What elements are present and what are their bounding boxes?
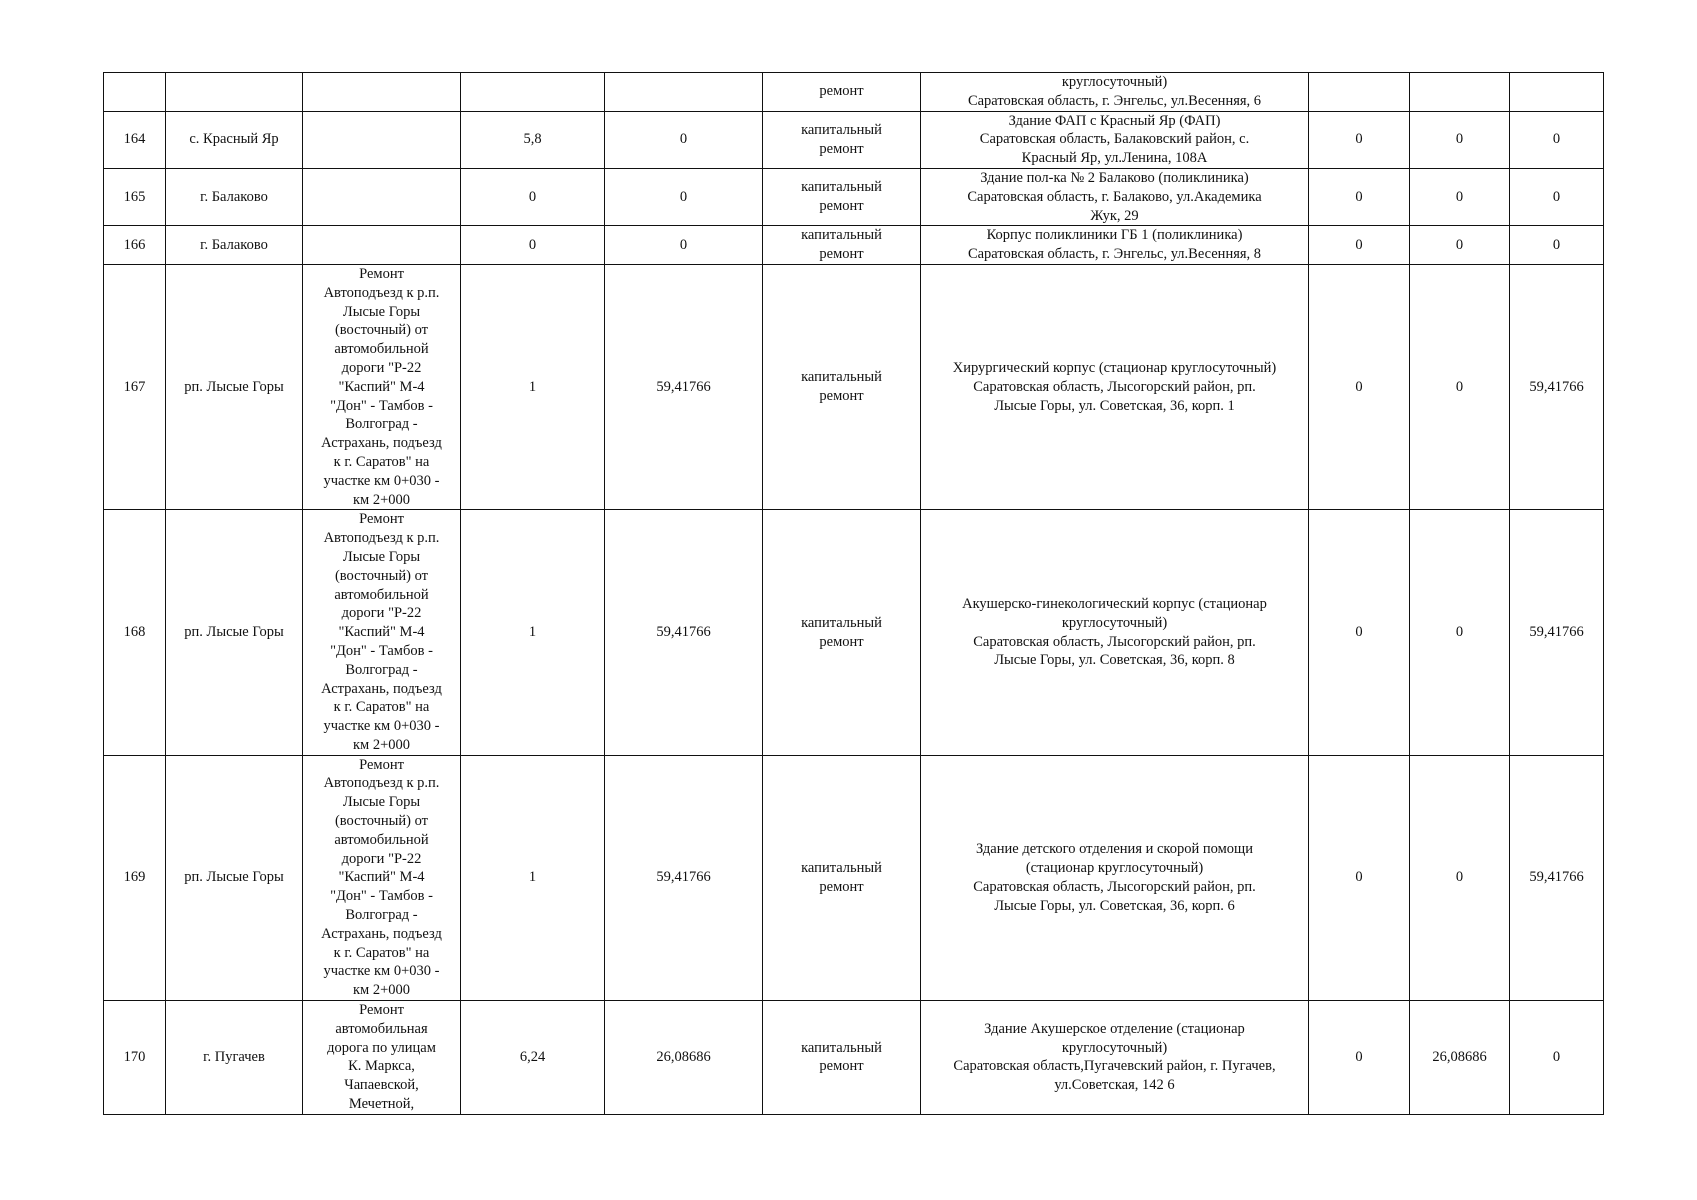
amount-2-value: 0 xyxy=(1455,869,1464,886)
road-repair-line: Ремонт xyxy=(359,265,404,282)
road-repair-line: Лысые Горы xyxy=(342,548,421,565)
road-repair-cell xyxy=(303,510,461,755)
row-number-value: 169 xyxy=(123,869,146,886)
facility-address-line: Здание пол-ка № 2 Балаково (поликлиника) xyxy=(980,169,1249,186)
road-cost-cell xyxy=(605,73,763,112)
facility-address-line: Саратовская область, Лысогорский район, рп. xyxy=(973,633,1256,650)
road-repair-line: Автоподъезд к р.п. xyxy=(323,775,440,792)
road-cost-value: 59,41766 xyxy=(656,869,711,886)
amount-1-value: 0 xyxy=(1355,869,1363,886)
road-cost-value: 26,08686 xyxy=(656,1049,711,1066)
facility-address-line: (стационар круглосуточный) xyxy=(1025,860,1204,877)
table-row xyxy=(104,73,1604,112)
table-row xyxy=(104,755,1604,1000)
road-cost-value: 59,41766 xyxy=(656,624,711,641)
settlement-cell xyxy=(166,111,303,168)
road-repair-line: участке км 0+030 - xyxy=(323,718,440,735)
work-type-line: ремонт xyxy=(819,878,864,895)
road-cost-cell xyxy=(605,1001,763,1115)
amount-2-cell xyxy=(1410,226,1510,265)
facility-address-line: Красный Яр, ул.Ленина, 108А xyxy=(1021,150,1208,167)
road-length-value: 0 xyxy=(528,188,537,205)
facility-address-line: Акушерско-гинекологический корпус (стационар xyxy=(962,595,1267,612)
road-repair-line: (восточный) от xyxy=(334,567,429,584)
facility-address-cell xyxy=(921,73,1309,112)
work-type-line: капитальный xyxy=(801,860,882,877)
road-cost-value: 0 xyxy=(679,188,688,205)
road-cost-cell xyxy=(605,510,763,755)
work-type-cell xyxy=(763,73,921,112)
settlement-value: г. Балаково xyxy=(200,188,268,205)
road-cost-cell xyxy=(605,226,763,265)
road-repair-line: Волгоград - xyxy=(345,416,418,433)
road-repair-cell xyxy=(303,264,461,509)
road-repair-line: Мечетной, xyxy=(348,1096,415,1113)
road-repair-line: Ремонт xyxy=(359,511,404,528)
settlement-cell xyxy=(166,510,303,755)
road-repair-line: Ремонт xyxy=(359,1002,404,1019)
amount-1-cell xyxy=(1309,111,1410,168)
work-type-cell xyxy=(763,168,921,225)
facility-address-line: Лысые Горы, ул. Советская, 36, корп. 8 xyxy=(994,652,1235,669)
road-repair-line: дороги "Р-22 xyxy=(341,605,422,622)
amount-3-cell xyxy=(1510,1001,1604,1115)
amount-3-cell xyxy=(1510,73,1604,112)
road-repair-line: Волгоград - xyxy=(345,907,418,924)
road-repair-cell xyxy=(303,73,461,112)
work-type-cell xyxy=(763,264,921,509)
road-cost-value: 0 xyxy=(679,236,688,253)
road-cost-cell xyxy=(605,264,763,509)
settlement-cell xyxy=(166,755,303,1000)
amount-3-value: 59,41766 xyxy=(1529,378,1584,395)
table-row xyxy=(104,111,1604,168)
work-type-line: капитальный xyxy=(801,227,882,244)
road-repair-line: участке км 0+030 - xyxy=(323,963,440,980)
table-row xyxy=(104,168,1604,225)
facility-address-line: Здание детского отделения и скорой помощи xyxy=(976,841,1253,858)
amount-3-cell xyxy=(1510,168,1604,225)
road-repair-line: "Каспий" М-4 xyxy=(338,624,425,641)
road-length-cell xyxy=(461,510,605,755)
work-type-line: капитальный xyxy=(801,614,882,631)
amount-2-cell xyxy=(1410,510,1510,755)
amount-2-cell xyxy=(1410,1001,1510,1115)
amount-2-value: 26,08686 xyxy=(1432,1049,1487,1066)
amount-1-value: 0 xyxy=(1355,624,1363,641)
amount-1-value: 0 xyxy=(1355,131,1363,148)
amount-1-cell xyxy=(1309,510,1410,755)
amount-2-cell xyxy=(1410,755,1510,1000)
table-row xyxy=(104,1001,1604,1115)
work-type-line: ремонт xyxy=(819,140,864,157)
facility-address-cell xyxy=(921,1001,1309,1115)
amount-2-cell xyxy=(1410,264,1510,509)
facility-address-line: Саратовская область, г. Энгельс, ул.Весенняя, 8 xyxy=(967,246,1262,263)
road-repair-line: дорога по улицам xyxy=(327,1039,436,1056)
settlement-value: рп. Лысые Горы xyxy=(184,869,284,886)
amount-1-cell xyxy=(1309,264,1410,509)
road-repair-line: "Дон" - Тамбов - xyxy=(330,397,433,414)
road-repair-cell xyxy=(303,1001,461,1115)
road-cost-cell xyxy=(605,111,763,168)
road-repair-line: Астрахань, подъезд xyxy=(321,435,442,452)
road-repair-line: к г. Саратов" на xyxy=(333,453,430,470)
settlement-cell xyxy=(166,226,303,265)
road-repair-cell xyxy=(303,111,461,168)
row-number-value: 166 xyxy=(123,236,146,253)
road-repair-line: "Дон" - Тамбов - xyxy=(330,888,433,905)
facility-address-line: Здание Акушерское отделение (стационар xyxy=(984,1020,1245,1037)
facility-address-line: ул.Советская, 142 6 xyxy=(1054,1077,1175,1094)
road-repair-line: Автоподъезд к р.п. xyxy=(323,530,440,547)
settlement-value: рп. Лысые Горы xyxy=(184,378,284,395)
row-number-cell xyxy=(104,111,166,168)
road-repair-line: км 2+000 xyxy=(352,491,411,508)
facility-address-cell xyxy=(921,755,1309,1000)
facility-address-cell xyxy=(921,226,1309,265)
settlement-cell xyxy=(166,73,303,112)
work-type-line: ремонт xyxy=(819,388,864,405)
facility-address-line: Саратовская область, г. Балаково, ул.Академика xyxy=(967,188,1262,205)
table-body xyxy=(104,73,1604,1115)
row-number-value: 167 xyxy=(123,378,146,395)
road-repair-line: Лысые Горы xyxy=(342,794,421,811)
road-repair-line: Лысые Горы xyxy=(342,303,421,320)
road-length-value: 0 xyxy=(528,236,537,253)
amount-1-value: 0 xyxy=(1355,188,1363,205)
facility-address-line: Саратовская область,Пугачевский район, г. Пугачев, xyxy=(953,1058,1276,1075)
amount-1-cell xyxy=(1309,168,1410,225)
amount-1-cell xyxy=(1309,73,1410,112)
table-row xyxy=(104,510,1604,755)
facility-address-cell xyxy=(921,510,1309,755)
road-repair-line: дороги "Р-22 xyxy=(341,850,422,867)
amount-2-cell xyxy=(1410,168,1510,225)
road-repair-line: автомобильная xyxy=(335,1020,428,1037)
amount-1-cell xyxy=(1309,755,1410,1000)
amount-3-value: 0 xyxy=(1552,1049,1561,1066)
road-length-cell xyxy=(461,111,605,168)
amount-3-cell xyxy=(1510,226,1604,265)
amount-2-value: 0 xyxy=(1455,131,1464,148)
row-number-value: 170 xyxy=(123,1049,146,1066)
work-type-line: ремонт xyxy=(819,633,864,650)
road-repair-line: К. Маркса, xyxy=(348,1058,415,1075)
settlement-cell xyxy=(166,264,303,509)
facility-address-cell xyxy=(921,168,1309,225)
amount-2-value: 0 xyxy=(1455,188,1464,205)
amount-2-value: 0 xyxy=(1455,378,1464,395)
road-repair-line: участке км 0+030 - xyxy=(323,472,440,489)
amount-1-value: 0 xyxy=(1355,236,1363,253)
road-repair-line: автомобильной xyxy=(334,831,429,848)
facility-address-line: Здание ФАП с Красный Яр (ФАП) xyxy=(1008,112,1221,129)
settlement-value: г. Балаково xyxy=(200,236,268,253)
amount-1-value: 0 xyxy=(1355,378,1363,395)
road-repair-cell xyxy=(303,755,461,1000)
facility-address-line: Саратовская область, Лысогорский район, рп. xyxy=(973,378,1256,395)
facility-address-line: Жук, 29 xyxy=(1090,207,1139,224)
settlement-value: г. Пугачев xyxy=(203,1049,265,1066)
road-repair-line: дороги "Р-22 xyxy=(341,359,422,376)
facility-address-line: круглосуточный) xyxy=(1061,614,1168,631)
road-repair-line: "Каспий" М-4 xyxy=(338,378,425,395)
row-number-cell xyxy=(104,226,166,265)
amount-1-value: 0 xyxy=(1355,1049,1363,1066)
road-length-cell xyxy=(461,73,605,112)
row-number-cell xyxy=(104,755,166,1000)
row-number-value: 165 xyxy=(123,188,146,205)
amount-1-cell xyxy=(1309,1001,1410,1115)
amount-2-value: 0 xyxy=(1455,236,1464,253)
work-type-cell xyxy=(763,1001,921,1115)
work-type-line: ремонт xyxy=(819,198,864,215)
road-length-value: 1 xyxy=(528,378,537,395)
amount-3-value: 0 xyxy=(1552,188,1561,205)
settlement-value: рп. Лысые Горы xyxy=(184,624,284,641)
facility-address-line: Лысые Горы, ул. Советская, 36, корп. 1 xyxy=(994,397,1235,414)
table-row xyxy=(104,226,1604,265)
amount-3-value: 59,41766 xyxy=(1529,624,1584,641)
amount-3-value: 59,41766 xyxy=(1529,869,1584,886)
road-repair-line: "Каспий" М-4 xyxy=(338,869,425,886)
work-type-cell xyxy=(763,510,921,755)
amount-1-cell xyxy=(1309,226,1410,265)
road-length-cell xyxy=(461,264,605,509)
work-type-line: капитальный xyxy=(801,179,882,196)
facility-address-line: Саратовская область, г. Энгельс, ул.Весенняя, 6 xyxy=(967,92,1262,109)
work-type-cell xyxy=(763,755,921,1000)
row-number-value: 168 xyxy=(123,624,146,641)
work-type-line: капитальный xyxy=(801,1039,882,1056)
settlement-value: с. Красный Яр xyxy=(189,131,279,148)
amount-2-cell xyxy=(1410,73,1510,112)
road-repair-line: "Дон" - Тамбов - xyxy=(330,642,433,659)
road-repair-line: к г. Саратов" на xyxy=(333,944,430,961)
road-length-cell xyxy=(461,226,605,265)
road-cost-value: 59,41766 xyxy=(656,378,711,395)
road-repair-cell xyxy=(303,168,461,225)
facility-address-line: Хирургический корпус (стационар круглосуточный) xyxy=(952,359,1277,376)
road-repair-line: Астрахань, подъезд xyxy=(321,680,442,697)
road-repair-line: км 2+000 xyxy=(352,736,411,753)
row-number-cell xyxy=(104,168,166,225)
work-type-line: ремонт xyxy=(819,83,864,100)
settlement-cell xyxy=(166,168,303,225)
work-type-cell xyxy=(763,111,921,168)
repair-objects-table xyxy=(103,72,1604,1115)
road-length-value: 6,24 xyxy=(519,1049,546,1066)
road-repair-line: Чапаевской, xyxy=(344,1077,419,1094)
road-repair-line: автомобильной xyxy=(334,341,429,358)
row-number-cell xyxy=(104,73,166,112)
amount-2-cell xyxy=(1410,111,1510,168)
work-type-line: капитальный xyxy=(801,121,882,138)
facility-address-line: Саратовская область, Балаковский район, с. xyxy=(979,131,1250,148)
facility-address-line: Саратовская область, Лысогорский район, рп. xyxy=(973,878,1256,895)
amount-3-cell xyxy=(1510,111,1604,168)
facility-address-line: круглосуточный) xyxy=(1061,74,1168,90)
road-repair-line: км 2+000 xyxy=(352,982,411,999)
road-length-cell xyxy=(461,755,605,1000)
road-repair-line: к г. Саратов" на xyxy=(333,699,430,716)
amount-3-value: 0 xyxy=(1552,236,1561,253)
table-row xyxy=(104,264,1604,509)
facility-address-cell xyxy=(921,264,1309,509)
road-length-cell xyxy=(461,168,605,225)
road-repair-cell xyxy=(303,226,461,265)
facility-address-line: круглосуточный) xyxy=(1061,1039,1168,1056)
facility-address-line: Корпус поликлиники ГБ 1 (поликлиника) xyxy=(986,227,1243,244)
row-number-cell xyxy=(104,264,166,509)
road-repair-line: (восточный) от xyxy=(334,813,429,830)
road-repair-line: автомобильной xyxy=(334,586,429,603)
work-type-line: ремонт xyxy=(819,1058,864,1075)
settlement-cell xyxy=(166,1001,303,1115)
amount-2-value: 0 xyxy=(1455,624,1464,641)
road-repair-line: (восточный) от xyxy=(334,322,429,339)
road-cost-cell xyxy=(605,168,763,225)
road-length-cell xyxy=(461,1001,605,1115)
road-length-value: 5,8 xyxy=(523,131,542,148)
amount-3-value: 0 xyxy=(1552,131,1561,148)
road-length-value: 1 xyxy=(528,624,537,641)
amount-3-cell xyxy=(1510,755,1604,1000)
facility-address-cell xyxy=(921,111,1309,168)
row-number-cell xyxy=(104,1001,166,1115)
row-number-cell xyxy=(104,510,166,755)
amount-3-cell xyxy=(1510,264,1604,509)
row-number-value: 164 xyxy=(123,131,146,148)
road-cost-cell xyxy=(605,755,763,1000)
work-type-line: ремонт xyxy=(819,246,864,263)
road-repair-line: Ремонт xyxy=(359,756,404,773)
work-type-line: капитальный xyxy=(801,369,882,386)
road-cost-value: 0 xyxy=(679,131,688,148)
road-repair-line: Автоподъезд к р.п. xyxy=(323,284,440,301)
road-length-value: 1 xyxy=(528,869,537,886)
facility-address-line: Лысые Горы, ул. Советская, 36, корп. 6 xyxy=(994,897,1235,914)
amount-3-cell xyxy=(1510,510,1604,755)
road-repair-line: Волгоград - xyxy=(345,661,418,678)
road-repair-line: Астрахань, подъезд xyxy=(321,925,442,942)
work-type-cell xyxy=(763,226,921,265)
